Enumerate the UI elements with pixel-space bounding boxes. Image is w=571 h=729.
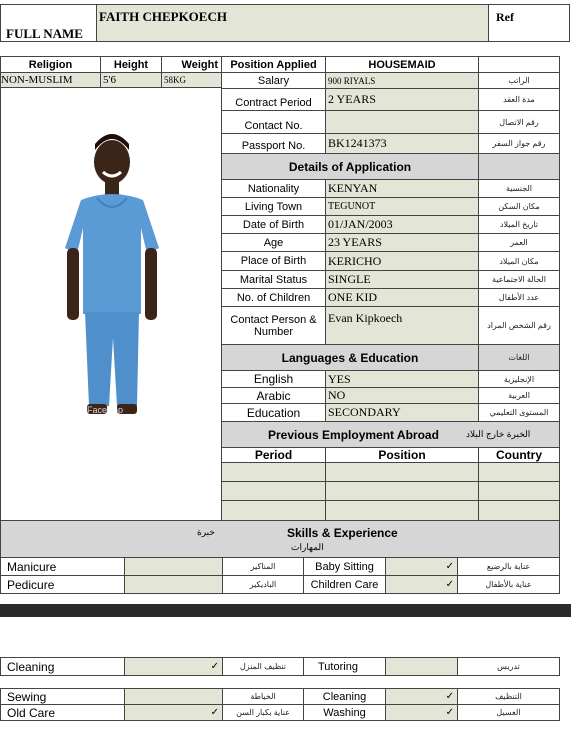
detail-label-ar: مكان الميلاد [478, 251, 560, 271]
detail-label: Place of Birth [221, 251, 326, 271]
photo-area [0, 88, 222, 520]
skill-check-right[interactable]: ✓ [385, 575, 458, 594]
detail-label-ar: تاريخ الميلاد [478, 215, 560, 234]
detail-label-ar: العمر [478, 233, 560, 252]
skill-ar-right: الغسيل [457, 704, 560, 721]
job-label-ar: الراتب [478, 72, 560, 89]
detail-label: Nationality [221, 179, 326, 198]
language-value: NO [325, 387, 479, 404]
full-name-label-cell [0, 4, 97, 42]
detail-value: KENYAN [325, 179, 479, 198]
skill-check-right[interactable] [385, 657, 458, 676]
languages-title-ar: اللغات [478, 344, 560, 371]
job-label: Salary [221, 72, 326, 89]
detail-label: Date of Birth [221, 215, 326, 234]
weight-value: 58KG [161, 72, 222, 88]
skill-check-left[interactable]: ✓ [124, 657, 223, 676]
skill-check-left[interactable]: ✓ [124, 704, 223, 721]
language-label-ar: المستوى التعليمي [478, 403, 560, 422]
skill-ar-right: تدريس [457, 657, 560, 676]
detail-label: No. of Children [221, 288, 326, 307]
detail-value: 23 YEARS [325, 233, 479, 252]
job-label-ar: مدة العقد [478, 88, 560, 111]
employment-col-position: Position [325, 447, 479, 463]
employment-position-cell [325, 462, 479, 482]
job-value: BK1241373 [325, 133, 479, 154]
employment-col-country: Country [478, 447, 560, 463]
language-label-ar: الإنجليزية [478, 370, 560, 388]
employment-period-cell [221, 481, 326, 501]
full-name-value: FAITH CHEPKOECH [99, 9, 227, 24]
employment-period-cell [221, 500, 326, 521]
skill-check-left[interactable] [124, 688, 223, 705]
skill-ar-right: عناية بالرضيع [457, 557, 560, 576]
employment-country-cell [478, 481, 560, 501]
details-title: Details of Application [221, 153, 479, 180]
employment-title-ar: الخبرة خارج البلاد [466, 429, 531, 439]
skill-name-right: Tutoring [303, 657, 386, 676]
employment-col-period: Period [221, 447, 326, 463]
employment-position-cell [325, 500, 479, 521]
skill-check-left[interactable] [124, 575, 223, 594]
applicant-photo [1, 88, 223, 520]
skill-ar-left: الخياطة [222, 688, 304, 705]
page-separator [0, 604, 571, 617]
skill-ar-right: التنظيف [457, 688, 560, 705]
employment-title-cell [221, 421, 560, 448]
full-name-value-cell [96, 4, 489, 42]
skill-name-left: Cleaning [0, 657, 125, 676]
height-value: 5'6 [100, 72, 162, 88]
skill-name-left: Sewing [0, 688, 125, 705]
religion-value: NON-MUSLIM [0, 72, 101, 88]
detail-label: Marital Status [221, 270, 326, 289]
detail-value: SINGLE [325, 270, 479, 289]
job-label: Passport No. [221, 133, 326, 154]
skill-ar-left: تنظيف المنزل [222, 657, 304, 676]
ref-cell [488, 4, 570, 42]
language-value: SECONDARY [325, 403, 479, 422]
skill-name-left: Pedicure [0, 575, 125, 594]
skill-ar-left: عناية بكبار السن [222, 704, 304, 721]
weight-header: Weight [161, 56, 222, 73]
skill-name-left: Old Care [0, 704, 125, 721]
job-value: 900 RIYALS [325, 72, 479, 89]
skill-check-right[interactable]: ✓ [385, 557, 458, 576]
language-label: English [221, 370, 326, 388]
skill-name-right: Children Care [303, 575, 386, 594]
detail-value: TEGUNOT [325, 197, 479, 216]
religion-header: Religion [0, 56, 101, 73]
position-applied-header: Position Applied [221, 56, 326, 73]
job-label: Contract Period [221, 88, 326, 111]
job-label: Contact No. [221, 110, 326, 134]
ref-label: Ref [496, 10, 514, 24]
detail-label: Contact Person & Number [221, 306, 326, 345]
skill-check-left[interactable] [124, 557, 223, 576]
skill-ar-right: عناية بالأطفال [457, 575, 560, 594]
skill-name-right: Cleaning [303, 688, 386, 705]
details-title-ar-cell [478, 153, 560, 180]
employment-country-cell [478, 462, 560, 482]
position-ar-cell [478, 56, 560, 73]
languages-title: Languages & Education [221, 344, 479, 371]
job-label-ar: رقم جواز السفر [478, 133, 560, 154]
employment-country-cell [478, 500, 560, 521]
language-value: YES [325, 370, 479, 388]
skill-name-right: Washing [303, 704, 386, 721]
skills-title-ar-center: المهارات [291, 542, 324, 552]
skill-ar-left: المناكير [222, 557, 304, 576]
detail-label-ar: عدد الأطفال [478, 288, 560, 307]
detail-value: Evan Kipkoech [325, 306, 479, 345]
full-name-label: FULL NAME [6, 26, 83, 41]
skill-check-right[interactable]: ✓ [385, 704, 458, 721]
detail-label-ar: الحالة الاجتماعية [478, 270, 560, 289]
language-label: Education [221, 403, 326, 422]
detail-label-ar: رقم الشخص المراد [478, 306, 560, 345]
skill-name-left: Manicure [0, 557, 125, 576]
skill-ar-left: الباديكير [222, 575, 304, 594]
job-label-ar: رقم الاتصال [478, 110, 560, 134]
height-header: Height [100, 56, 162, 73]
language-label-ar: العربية [478, 387, 560, 404]
skills-title: Skills & Experience [287, 526, 398, 540]
employment-position-cell [325, 481, 479, 501]
language-label: Arabic [221, 387, 326, 404]
job-value: 2 YEARS [325, 88, 479, 111]
detail-label-ar: الجنسية [478, 179, 560, 198]
employment-period-cell [221, 462, 326, 482]
detail-label: Age [221, 233, 326, 252]
skills-title-cell [0, 520, 560, 558]
detail-label: Living Town [221, 197, 326, 216]
detail-value: ONE KID [325, 288, 479, 307]
skill-name-right: Baby Sitting [303, 557, 386, 576]
skill-check-right[interactable]: ✓ [385, 688, 458, 705]
skills-title-ar-left: خبرة [197, 527, 215, 537]
detail-value: 01/JAN/2003 [325, 215, 479, 234]
detail-value: KERICHO [325, 251, 479, 271]
detail-label-ar: مكان السكن [478, 197, 560, 216]
employment-title: Previous Employment Abroad [268, 428, 439, 442]
position-value: HOUSEMAID [325, 56, 479, 73]
photo-watermark: FaceApp [87, 405, 124, 415]
job-value [325, 110, 479, 134]
